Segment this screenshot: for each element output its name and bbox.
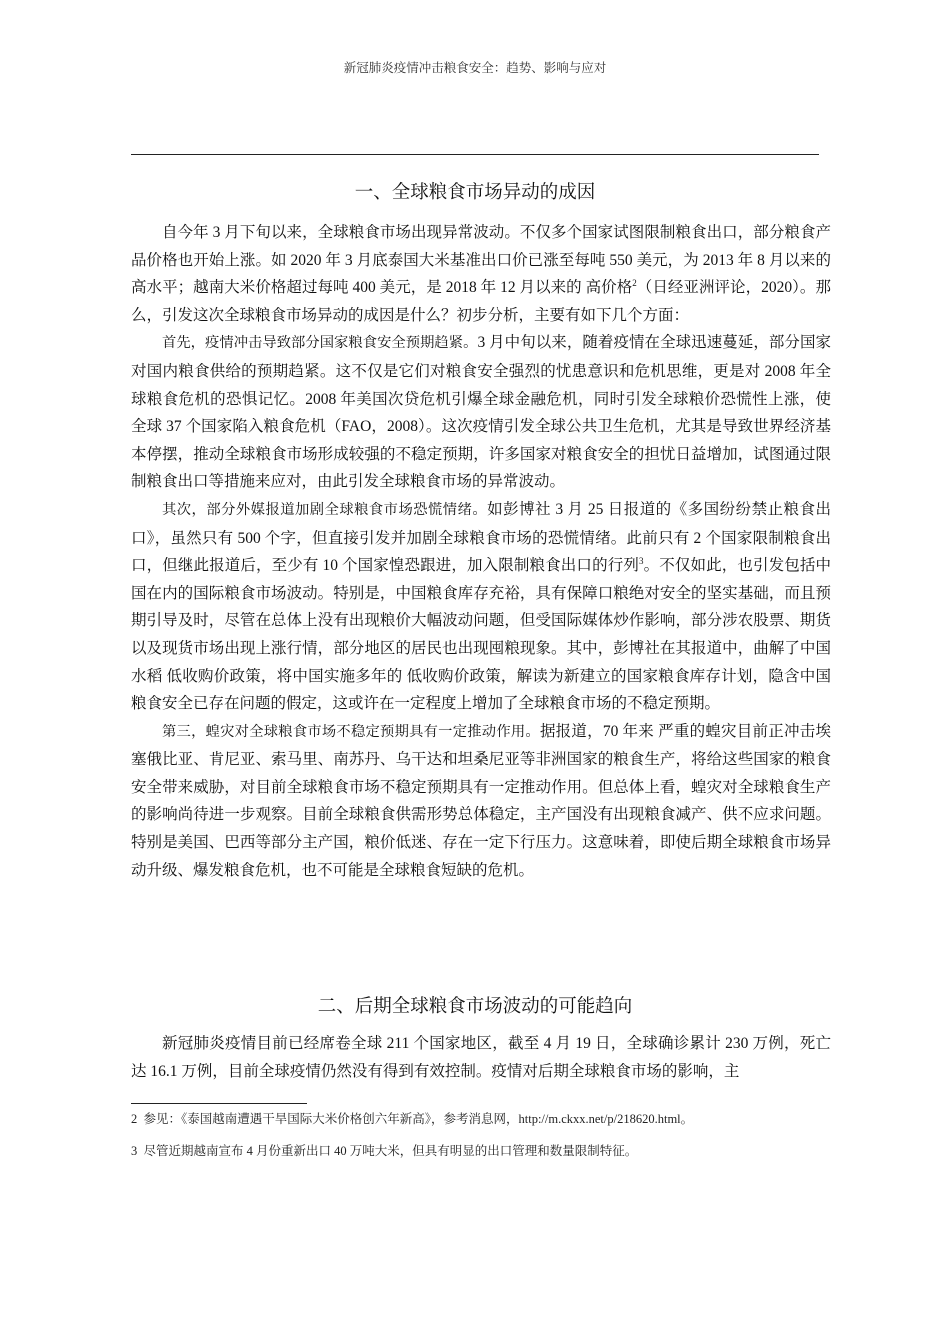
paragraph-text: 据报道，70 年来 严重的蝗灾目前正冲击埃塞俄比亚、肯尼亚、索马里、南苏丹、乌干达和坦桑尼亚等非洲国家的粮食生产，将给这些国家的粮食安全带来威胁，对目前全球粮食市场不稳定预期具有一定推动作用。但总体上看，蝗灾对全球粮食生产的影响尚待进一步观察。目前全球粮食供需形势总体稳定，主产国没有出现粮食减产、供不应求问题。特别是美国、巴西等部分主产国，粮价低迷、存在一定下行压力。这意味着，即使后期全球粮食市场异动升级、爆发粮食危机，也不可能是全球粮食短缺的危机。 [131,722,831,879]
paragraph-second-cause [131,496,831,718]
paragraph-intro [131,219,831,329]
paragraph-text: 。不仅如此，也引发包括中国在内的国际粮食市场波动。特别是，中国粮食库存充裕，具有保障口粮绝对安全的坚实基础，而且预期引导及时，尽管在总体上没有出现粮价大幅波动问题，但受国际媒体炒作影响，部分涉农股票、期货以及现货市场出现上涨行情，部分地区的居民也出现囤粮现象。其中，彭博社在其报道中，曲解了中国水稻 低收购价政策，将中国实施多年的 低收购价政策，解读为新建立的国家粮食库存计划，隐含中国粮食安全已存在问题的假定，这或许在一定程度上增加了全球粮食市场的不稳定预期。 [131,557,831,713]
paragraph-third-cause [131,718,831,885]
section-2-body [131,1030,831,1085]
section-title-1: 一、全球粮食市场异动的成因 [354,182,596,203]
header-rule [131,154,819,155]
paragraph-section-2: 新冠肺炎疫情目前已经席卷全球 211 个国家地区，截至 4 月 19 日，全球确诊累计 230 万例，死亡达 16.1 万例，目前全球疫情仍然没有得到有效控制。疫情对后期全球粮食市场的影响，主 [131,1035,831,1080]
footnote-rule [131,1103,307,1104]
running-header: 新冠肺炎疫情冲击粮食安全：趋势、影响与应对 [343,60,607,75]
footnote-text: 参见：《泰国越南遭遇干旱国际大米价格创六年新高》，参考消息网，http://m.ckxx.net/p/218620.html。 [143,1112,694,1126]
paragraph-lead: 第三，蝗灾对全球粮食市场不稳定预期具有一定推动作用。 [162,723,540,740]
footnote-2 [131,1110,831,1129]
footnote-mark: 3 [131,1144,138,1158]
footnote-ref-2[interactable]: 2 [632,278,637,289]
paragraph-text: 自今年 3 月下旬以来，全球粮食市场出现异常波动。不仅多个国家试图限制粮食出口，部分粮食产品价格也开始上涨。如 2020 年 3 月底泰国大米基准出口价已涨至每吨 550 美元，为 2013 年 8 月以来的 高水平；越南大米价格超过每吨 400 美元，是 2018 年 12 月以来的 高价格 [131,224,831,297]
paragraph-text: （日经亚洲评论，2020）。那么，引发这次全球粮食市场异动的成因是什么？初步分析，主要有如下几个方面： [131,279,831,324]
paragraph-first-cause [131,329,831,496]
section-title-2: 二、后期全球粮食市场波动的可能趋向 [317,996,633,1017]
footnotes [131,1110,831,1174]
footnote-text: 尽管近期越南宣布 4 月份重新出口 40 万吨大米，但具有明显的出口管理和数量限制特征。 [143,1144,638,1158]
paragraph-text: 3 月中旬以来，随着疫情在全球迅速蔓延，部分国家对国内粮食供给的预期趋紧。这不仅是它们对粮食安全强烈的忧患意识和危机思维，更是对 2008 年全球粮食危机的恐惧记忆。2008 年美国次贷危机引爆全球金融危机，同时引发全球粮价恐慌性上涨，使全球 37 个国家陷入粮食危机（FAO，2008）。这次疫情引发全球公共卫生危机，尤其是导致世界经济基本停摆，推动全球粮食市场形成较强的不稳定预期，许多国家对粮食安全的担忧日益增加，试图通过限制粮食出口等措施来应对，由此引发全球粮食市场的异常波动。 [131,334,831,491]
paragraph-lead: 其次，部分外媒报道加剧全球粮食市场恐慌情绪。 [162,501,488,518]
footnote-3 [131,1142,831,1161]
section-1-body [131,219,831,884]
paragraph-lead: 首先，疫情冲击导致部分国家粮食安全预期趋紧。 [162,335,478,352]
footnote-mark: 2 [131,1112,138,1126]
footnote-ref-3[interactable]: 3 [638,555,644,566]
paragraph-text: 如彭博社 3 月 25 日报道的《多国纷纷禁止粮食出口》，虽然只有 500 个字，但直接引发并加剧全球粮食市场的恐慌情绪。此前只有 2 个国家限制粮食出口，但继此报道后，至少有 10 个国家惶恐跟进，加入限制粮食出口的行列 [131,500,831,575]
